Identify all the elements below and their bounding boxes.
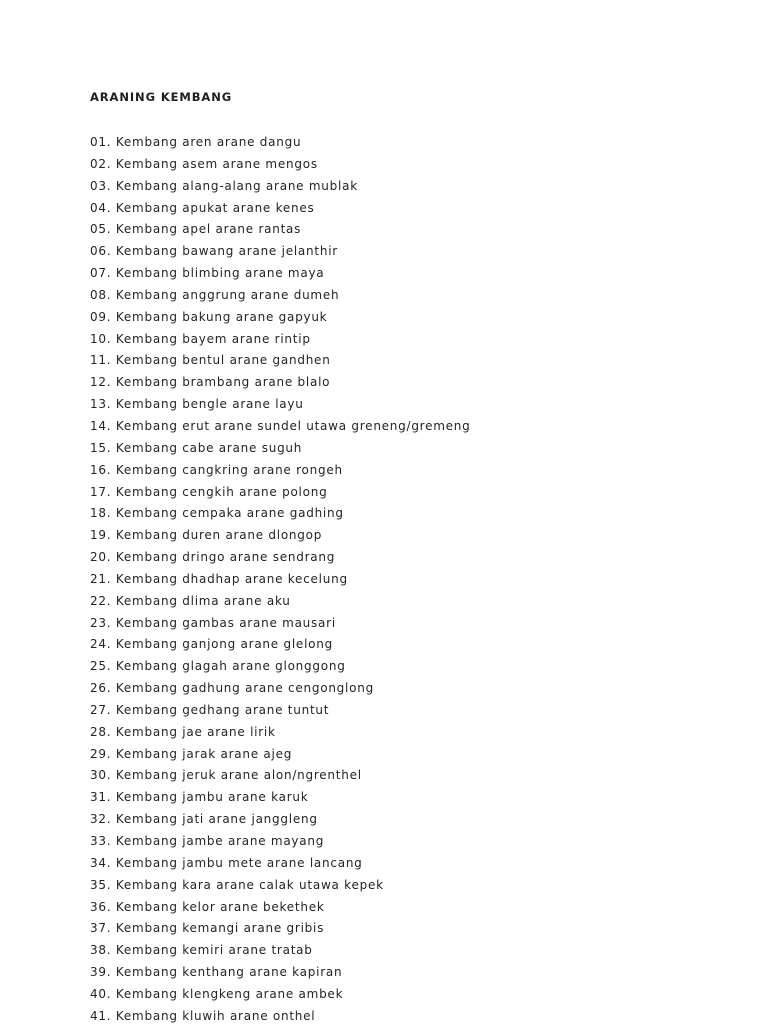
list-item: 29. Kembang jarak arane ajeg (90, 746, 293, 761)
list-item: 20. Kembang dringo arane sendrang (90, 550, 336, 565)
document-title: ARANING KEMBANG (90, 90, 233, 104)
list-item: 36. Kembang kelor arane bekethek (90, 899, 325, 914)
list-item: 35. Kembang kara arane calak utawa kepek (90, 877, 384, 892)
list-item: 13. Kembang bengle arane layu (90, 397, 304, 412)
list-item: 22. Kembang dlima arane aku (90, 593, 291, 608)
list-item: 23. Kembang gambas arane mausari (90, 615, 336, 630)
list-item: 16. Kembang cangkring arane rongeh (90, 462, 343, 477)
list-item: 32. Kembang jati arane janggleng (90, 812, 318, 827)
list-item: 31. Kembang jambu arane karuk (90, 790, 309, 805)
list-item: 12. Kembang brambang arane blalo (90, 375, 331, 390)
list-item: 24. Kembang ganjong arane glelong (90, 637, 333, 652)
list-item: 33. Kembang jambe arane mayang (90, 834, 325, 848)
list-item: 06. Kembang bawang arane jelanthir (90, 244, 338, 259)
list-item: 19. Kembang duren arane dlongop (90, 528, 323, 543)
list-item: 09. Kembang bakung arane gapyuk (90, 309, 328, 324)
list-item: 38. Kembang kemiri arane tratab (90, 943, 313, 958)
list-item: 03. Kembang alang-alang arane mublak (90, 178, 358, 193)
list-item: 01. Kembang aren arane dangu (90, 135, 302, 149)
list-item: 15. Kembang cabe arane suguh (90, 440, 303, 455)
list-item: 18. Kembang cempaka arane gadhing (90, 506, 344, 521)
list-item: 39. Kembang kenthang arane kapiran (90, 965, 343, 980)
list-item: 28. Kembang jae arane lirik (90, 724, 276, 739)
list-item: 05. Kembang apel arane rantas (90, 222, 302, 237)
list-item: 14. Kembang erut arane sundel utawa greneng/gremeng (90, 418, 471, 433)
list-item: 02. Kembang asem arane mengos (90, 156, 318, 171)
flower-names-list (90, 132, 730, 1028)
list-item: 40. Kembang klengkeng arane ambek (90, 986, 344, 1001)
list-item: 10. Kembang bayem arane rintip (90, 331, 311, 346)
list-item: 34. Kembang jambu mete arane lancang (90, 855, 363, 870)
list-item: 08. Kembang anggrung arane dumeh (90, 287, 340, 302)
list-item: 07. Kembang blimbing arane maya (90, 266, 325, 281)
list-item: 37. Kembang kemangi arane gribis (90, 921, 325, 936)
list-item: 04. Kembang apukat arane kenes (90, 200, 315, 215)
list-item: 21. Kembang dhadhap arane kecelung (90, 571, 348, 586)
list-item: 27. Kembang gedhang arane tuntut (90, 702, 330, 717)
document-page (90, 88, 730, 1028)
list-item: 30. Kembang jeruk arane alon/ngrenthel (90, 768, 362, 783)
list-item: 41. Kembang kluwih arane onthel (90, 1008, 316, 1023)
list-item: 11. Kembang bentul arane gandhen (90, 353, 331, 368)
list-item: 17. Kembang cengkih arane polong (90, 484, 328, 499)
list-item: 25. Kembang glagah arane glonggong (90, 659, 346, 674)
list-item: 26. Kembang gadhung arane cengonglong (90, 681, 374, 696)
